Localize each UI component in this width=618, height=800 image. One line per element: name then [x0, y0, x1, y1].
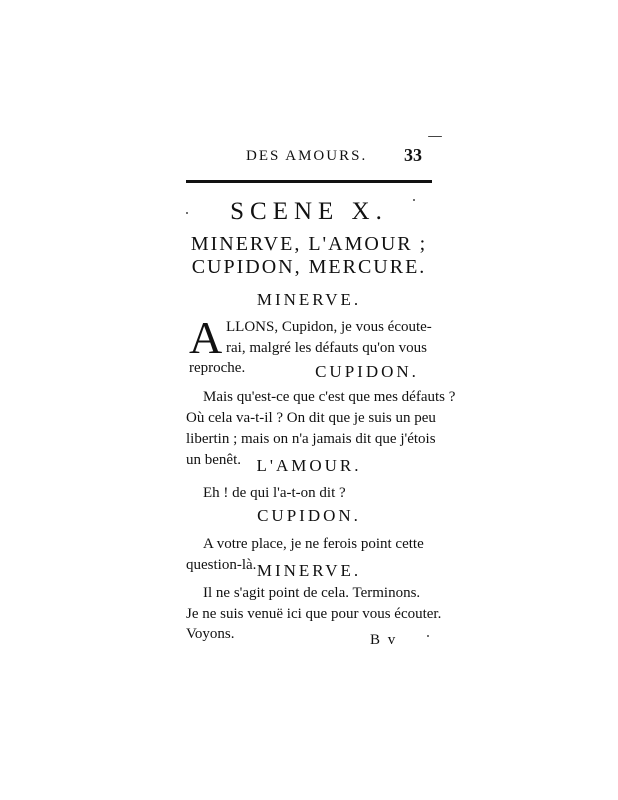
- speaker-name: L'AMOUR.: [256, 456, 362, 475]
- characters-line-2: CUPIDON, MERCURE.: [191, 256, 427, 278]
- scan-speck: [413, 199, 415, 201]
- running-title: DES AMOURS.: [246, 148, 368, 164]
- signature-mark: B v: [370, 632, 398, 648]
- speaker-name: MINERVE.: [256, 561, 362, 580]
- scan-speck: [186, 212, 188, 214]
- dialogue-line: un benêt.: [186, 452, 241, 468]
- dialogue-line: Eh ! de qui l'a-t-on dit ?: [203, 485, 346, 501]
- speaker-name: CUPIDON.: [257, 506, 361, 525]
- scene-title: SCENE X.: [230, 198, 388, 225]
- dialogue-line: libertin ; mais on n'a jamais dit que j'étois: [186, 431, 436, 447]
- speaker-name: CUPIDON.: [315, 362, 419, 381]
- dialogue-line: A votre place, je ne ferois point cette: [203, 536, 424, 552]
- dialogue-line: question-là.: [186, 557, 257, 573]
- drop-cap: A: [189, 312, 223, 363]
- dialogue-line: reproche.: [189, 360, 246, 376]
- dialogue-line: LLONS, Cupidon, je vous écoute-: [226, 319, 432, 335]
- dialogue-line: Il ne s'agit point de cela. Terminons.: [203, 585, 421, 601]
- dialogue-line: Où cela va-t-il ? On dit que je suis un peu: [186, 410, 436, 426]
- header-rule: [186, 180, 432, 183]
- characters-line-1: MINERVE, L'AMOUR ;: [190, 233, 428, 255]
- speaker-name: MINERVE.: [256, 290, 362, 309]
- page-number: 33: [404, 145, 422, 165]
- scan-speck: [427, 635, 429, 637]
- dialogue-line: Je ne suis venuë ici que pour vous écouter.: [186, 606, 442, 622]
- dialogue-line: Voyons.: [186, 626, 235, 642]
- dialogue-line: Mais qu'est-ce que c'est que mes défauts ?: [203, 389, 456, 405]
- scan-speck: [428, 136, 442, 137]
- dialogue-line: rai, malgré les défauts qu'on vous: [226, 340, 427, 356]
